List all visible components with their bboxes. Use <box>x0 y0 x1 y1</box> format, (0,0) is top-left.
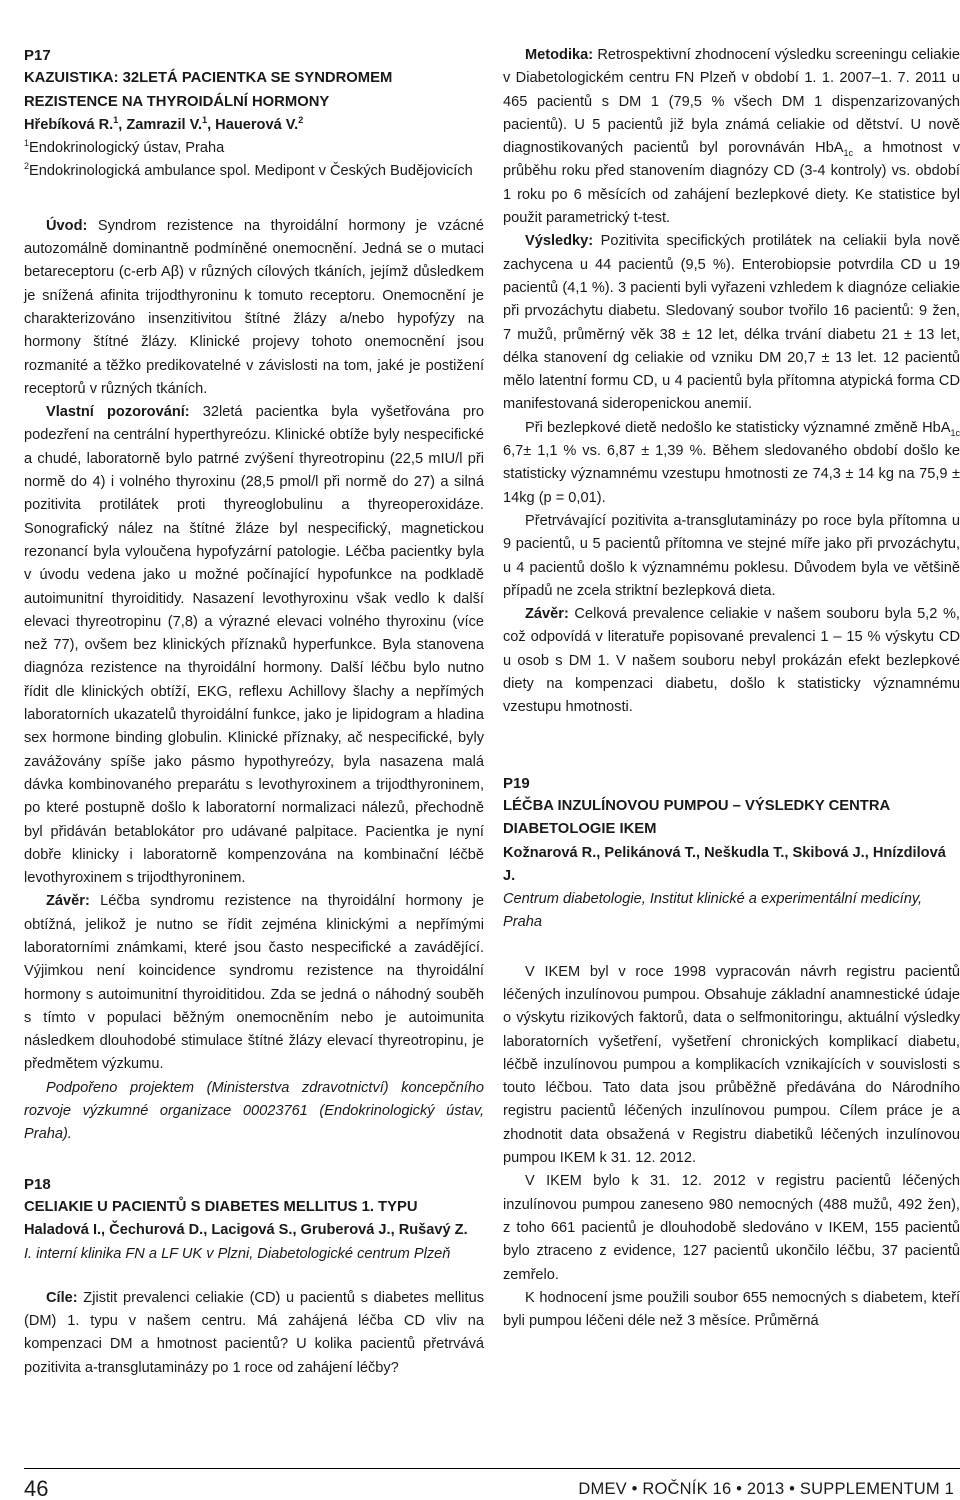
abstract-affiliation-p19: Centrum diabetologie, Institut klinické a experimentální medicíny, Praha <box>503 891 923 931</box>
abstract-authors-p19: Kožnarová R., Pelikánová T., Neškudla T., Skibová J., Hnízdilová J. <box>503 844 946 884</box>
abstract-code-p17: P17 <box>24 47 51 64</box>
page-number: 46 <box>24 1476 49 1500</box>
conclusion-paragraph-p17: Závěr: Léčba syndromu rezistence na thyroidální hormony je obtížná, jelikož je nutno se řídit zejména klinickými a nepřímými laboratorními známkami, které jsou často nespecifické a zavádějící. Výjimkou není koincidence syndromu rezistence na thyroidální hormony s autoimunitní thyroiditidou. Zda se jedná o náhodný souběh s tímto v populaci běžným onemocněním nebo je autoimunita následkem dlouhodobé stimulace štítné žlázy elevací thyreotropinu, je předmětem výzkumu. <box>24 893 484 1073</box>
conclusion-paragraph-p18: Závěr: Celková prevalence celiakie v našem souboru byla 5,2 %, což odpovídá v literatuře popisované prevalenci 1 – 15 % výskytu CD u osob s DM 1. V našem souboru nebyl prokázán efekt bezlepkové diety na kompenzaci diabetu, došlo k statisticky významnému vzestupu hmotnosti. <box>503 606 960 716</box>
abstract-authors-p17: Hřebíková R.$^1$, Zamrazil V.$^1$, Hauerová V.$^2$ <box>24 115 304 133</box>
affiliation-1: $^1$Endokrinologický ústav, Praha <box>24 138 225 157</box>
case-paragraph: Vlastní pozorování: 32letá pacientka byla vyšetřována pro podezření na centrální hyperthyreózu. Klinické obtíže byly nespecifické a chudé, laboratorně bylo patrné zvýšení thyreotropinu (22,5 mIU/l při normě do 4) i volného thyroxinu (28,5 pmol/l při normě do 27) a silná pozitivita protilátek proti thyreoglobulinu a thyreoperoxidáze. Sonografický nález na štítné žláze byl nespecifický, magnetickou rezonancí byla vyloučena hypofyzární patologie. Léčba pacientky byla v úvodu vedena jako u možné počínající hypofunkce na podkladě autoimunitní thyroiditidy. Nasazení levothyroxinu však vedlo k další elevaci thyreotropinu (7,8) a výrazné elevaci volného thyroxinu (více než 77), ovšem bez klinických příznaků hyperfunkce. Byla stanovena diagnóza rezistence na thyroidální hormony. Další léčbu bylo nutno řídit dle klinických obtíží, EKG, reflexu Achillovy šlachy a nepřímých laboratorních ukazatelů thyroidální funkce, jako je lipidogram a hladina sex hormone binding globulin. Klinické příznaky, ač nespecifické, byly zavážovány spíše jako pásmo hypothyreózy, byla nasazena malá dávka kombinovaného preparátu s levothyroxinem a trijodthyroninem, po které postupně došlo k laboratorní normalizaci nálezů, přechodně byl přidáván betablokátor pro udávané palpitace. Pacientka je nyní dobře klinicky i laboratorně kompenzována na kombinační léčbě levothyroxinem s trijodthyroninem. <box>24 404 484 887</box>
persist-paragraph: Přetrvávající pozitivita a-transglutaminázy po roce byla přítomna u 9 pacientů, u 5 pacientů přítomna ve stejné míře jako při prvozáchytu, u 4 pacientů došlo k významnému poklesu. Důvodem byla ve většině případů ne zcela striktní bezlepková dieta. <box>503 512 960 599</box>
abstract-title-p19: LÉČBA INZULÍNOVOU PUMPOU – VÝSLEDKY CENTRA DIABETOLOGIE IKEM <box>503 797 890 838</box>
footer-rule <box>24 1468 960 1469</box>
results-paragraph: Výsledky: Pozitivita specifických protilátek na celiakii byla nově zachycena u 44 pacientů (9,5 %). Enterobiopsie potvrdila CD u 19 pacientů (4,1 %). 3 pacienti byli vyřazeni vzhledem k diagnóze celiakie při prvozáchytu diabetu. Sledovaný soubor tvořilo 16 pacientů: 9 žen, 7 mužů, průměrný věk 38 ± 12 let, délka trvání diabetu 21 ± 13 let, délka stanovení dg celiakie od vzniku DM 20,7 ± 13 let. 12 pacientů mělo latentní formu CD, u 4 pacientů byla přítomna atypická forma CD manifestovaná sideropenickou anemií. <box>503 233 960 413</box>
left-column <box>24 44 484 1380</box>
journal-footer: DMEV • ROČNÍK 16 • 2013 • SUPPLEMENTUM 1 <box>578 1480 954 1498</box>
abstract-code-p18: P18 <box>24 1175 51 1193</box>
goals-paragraph: Cíle: Zjistit prevalenci celiakie (CD) u pacientů s diabetes mellitus (DM) 1. typu v našem centru. Má zahájená léčba CD vliv na kompenzaci DM a hmotnost pacientů? U kolika pacientů přetrvává pozitivita a-transglutaminázy po 1 roce od zahájení léčby? <box>24 1289 484 1376</box>
p19-paragraph-2: V IKEM bylo k 31. 12. 2012 v registru pacientů léčených inzulínovou pumpou zaneseno 980 nemocných (488 mužů, 492 žen), z toho 661 pacientů je dlouhodobě sledováno v IKEM, 155 pacientů bylo ztraceno z evidence, 127 pacientů ukončilo léčbu, 37 pacientů zemřelo. <box>503 1173 960 1283</box>
abstract-authors-p18: Haladová I., Čechurová D., Lacigová S., Gruberová J., Rušavý Z. <box>24 1222 468 1239</box>
methods-paragraph: Metodika: Retrospektivní zhodnocení výsledku screeningu celiakie v Diabetologickém centru FN Plzeň v období 1. 1. 2007–1. 7. 2011 u 465 pacientů s DM 1 (79,5 % všech DM 1 dispenzarizovaných pacientů). U 5 pacientů již byla známá celiakie od dětství. U nově diagnostikovaných pacientů byl porovnáván HbA$_{1c}$ a hmotnost v průběhu roku před stanovením diagnózy CD (3-4 kontroly) vs. období 1 roku po 6 měsících od zahájení bezlepkové diety. Ke statistice byl použit parametrický t-test. <box>503 47 960 227</box>
diet-paragraph: Při bezlepkové dietě nedošlo ke statisticky významné změně HbA$_{1c}$ 6,7± 1,1 % vs. 6,87 ± 1,39 %. Během sledovaného období došlo ke statisticky významnému vzestupu hmotnosti ze 74,3 ± 14 kg na 75,9 ± 14kg (p = 0,01). <box>503 419 960 506</box>
abstract-affiliation-p18: I. interní klinika FN a LF UK v Plzni, Diabetologické centrum Plzeň <box>24 1245 451 1262</box>
abstract-title-p17: KAZUISTIKA: 32LETÁ PACIENTKA SE SYNDROMEM REZISTENCE NA THYROIDÁLNÍ HORMONY <box>24 70 393 110</box>
support-note: Podpořeno projektem (Ministerstva zdravotnictví) koncepčního rozvoje výzkumné organizace 00023761 (Endokrinologický ústav, Praha). <box>24 1079 484 1143</box>
right-column <box>503 44 960 1333</box>
intro-paragraph: Úvod: Syndrom rezistence na thyroidální hormony je vzácné autozomálně dominantně podmíněné onemocnění. Jedná se o mutaci betareceptoru (c-erb Aβ) v různých cílových tkáních, jejímž důsledkem je snížená afinita trijodthyroninu k tomuto receptoru. Onemocnění je charakterizováno insenzitivitou štítné žlázy a/nebo hypofýzy na hormony štítné žlázy. Klinické projevy tohoto onemocnění jsou rozmanité a těžko predikovatelné v závislosti na tom, jaké je postižení receptorů v různých tkáních. <box>24 217 484 397</box>
affiliation-2: $^2$Endokrinologická ambulance spol. Medipont v Českých Budějovicích <box>24 161 473 180</box>
abstract-title-p18: CELIAKIE U PACIENTŮ S DIABETES MELLITUS 1. TYPU <box>24 1198 418 1215</box>
p19-paragraph-3: K hodnocení jsme použili soubor 655 nemocných s diabetem, kteří byli pumpou léčeni déle než 3 měsíce. Průměrná <box>503 1289 960 1330</box>
abstract-code-p19: P19 <box>503 774 530 792</box>
p19-paragraph-1: V IKEM byl v roce 1998 vypracován návrh registru pacientů léčených inzulínovou pumpou. Obsahuje základní anamnestické údaje o výskytu rizikových faktorů, data o selfmonitoringu, aktuální výsledky laboratorních vyšetření, vyšetření chronických komplikací diabetu, léčbě inzulínovou pumpou a komplikacích vznikajících v souvislosti s touto léčbou. Tato data jsou průběžně předávána do Národního registru pacientů léčených inzulínovou pumpou. Cílem práce je a zhodnotit data obsažená v Registru diabetiků léčených inzulínovou pumpou IKEM k 31. 12. 2012. <box>503 963 960 1167</box>
